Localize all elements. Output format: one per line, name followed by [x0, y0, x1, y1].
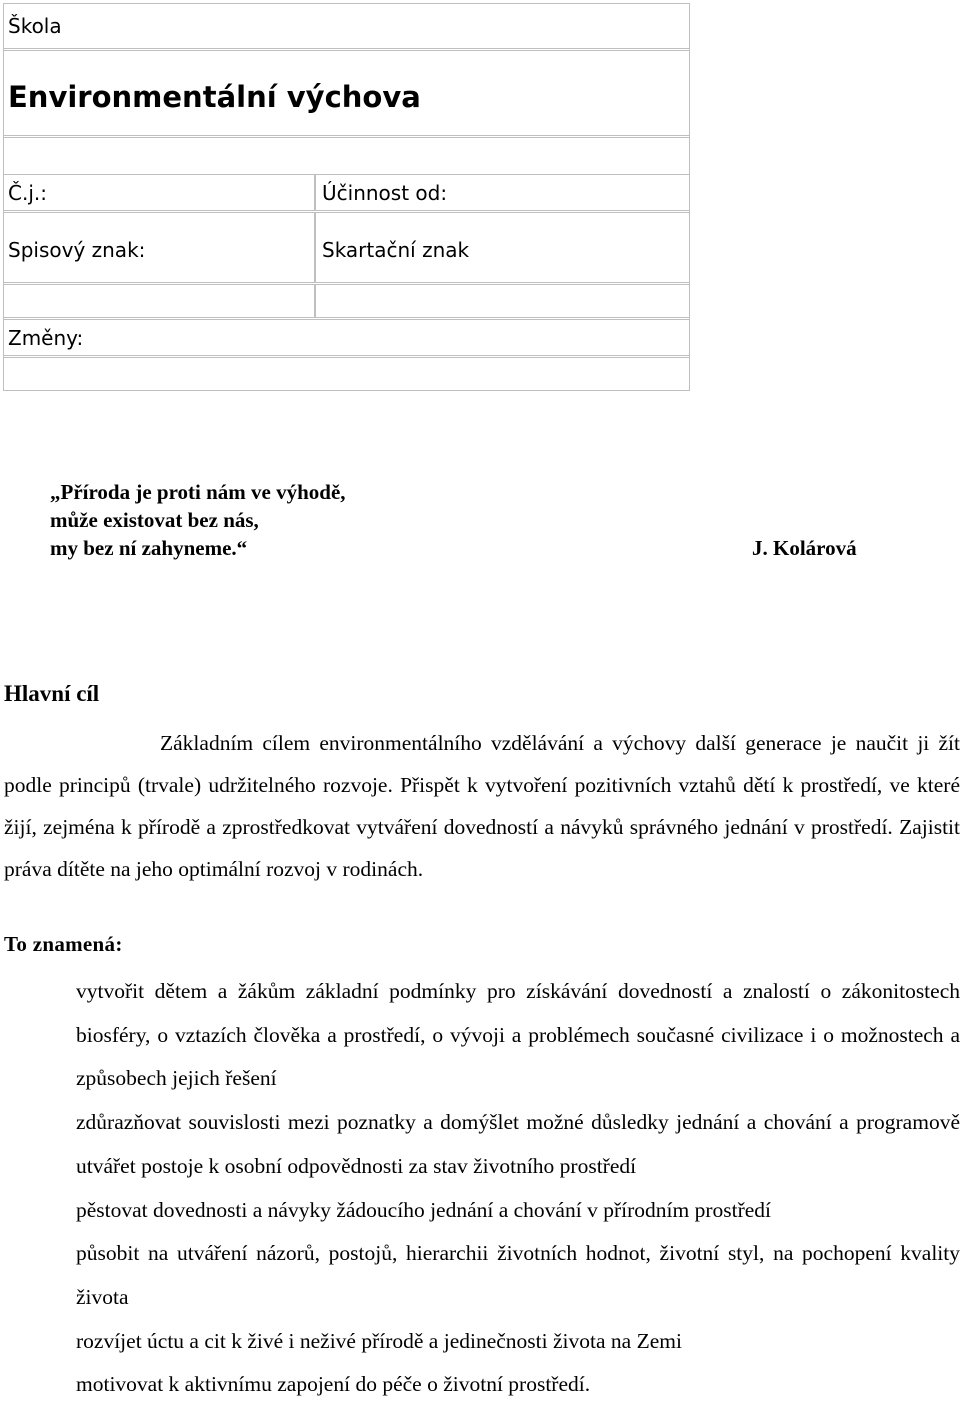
empty-cell-left: [4, 285, 316, 317]
meaning-heading: To znamená:: [4, 932, 123, 956]
quote-line: „Příroda je proti nám ve výhodě,: [50, 480, 346, 504]
list-item: působit na utváření názorů, postojů, hierarchii životních hodnot, životní styl, na pochopení kvality života: [76, 1241, 960, 1309]
goal-text: Základním cílem environmentálního vzdělávání a výchovy další generace je naučit ji žít podle principů (trvale) udržitelného rozvoje. Přispět k vytvoření pozitivních vztahů dětí k prostředí, ve které žijí, zejména k přírodě a zprostředkovat vytváření dovedností a návyků správného jednání v prostředí. Zajistit práva dítěte na jeho optimální rozvoj v rodinách.: [4, 731, 960, 881]
list-item: pěstovat dovednosti a návyky žádoucího jednání a chování v přírodním prostředí: [76, 1197, 771, 1222]
spisovy-znak-label: Spisový znak:: [4, 213, 316, 282]
goal-paragraph: [4, 722, 960, 890]
header-row-empty-2: [4, 285, 689, 320]
empty-cell-right: [318, 285, 689, 317]
header-row-title: [4, 51, 689, 138]
header-row-empty-3: [4, 358, 689, 390]
quote-line: my bez ní zahyneme.“: [50, 536, 248, 560]
list-item: motivovat k aktivnímu zapojení do péče o životní prostředí.: [76, 1372, 591, 1397]
header-row-zmeny: [4, 320, 689, 358]
meaning-list: [76, 970, 960, 1407]
school-label: Škola: [8, 14, 62, 38]
cj-label: Č.j.:: [4, 175, 316, 210]
zmeny-label: Změny:: [8, 325, 84, 350]
goal-heading: Hlavní cíl: [4, 681, 100, 706]
header-row-spisovy: [4, 213, 689, 285]
list-item: vytvořit dětem a žákům základní podmínky pro získávání dovedností a znalostí o zákonitostech biosféry, o vztazích člověka a prostředí, o vývoji a problémech současné civilizace i o možnostech a způsobech jejich řešení: [76, 979, 960, 1091]
quote-line: může existovat bez nás,: [50, 508, 259, 532]
document-title: Environmentální výchova: [8, 79, 421, 114]
list-item: rozvíjet úctu a cit k živé i neživé přírodě a jedinečnosti života na Zemi: [76, 1328, 682, 1353]
list-item: zdůrazňovat souvislosti mezi poznatky a domýšlet možné důsledky jednání a chování a programově utvářet postoje k osobní odpovědnosti za stav životního prostředí: [76, 1110, 960, 1178]
quote-author: J. Kolárová: [752, 536, 857, 560]
skartacni-znak-label: Skartační znak: [322, 237, 470, 262]
header-row-school: [4, 4, 689, 51]
header-row-cj: [4, 175, 689, 213]
header-row-empty-1: [4, 138, 689, 175]
ucinnost-label: Účinnost od:: [322, 180, 448, 205]
motto-quote: [50, 478, 346, 562]
document-header-table: [3, 3, 690, 391]
